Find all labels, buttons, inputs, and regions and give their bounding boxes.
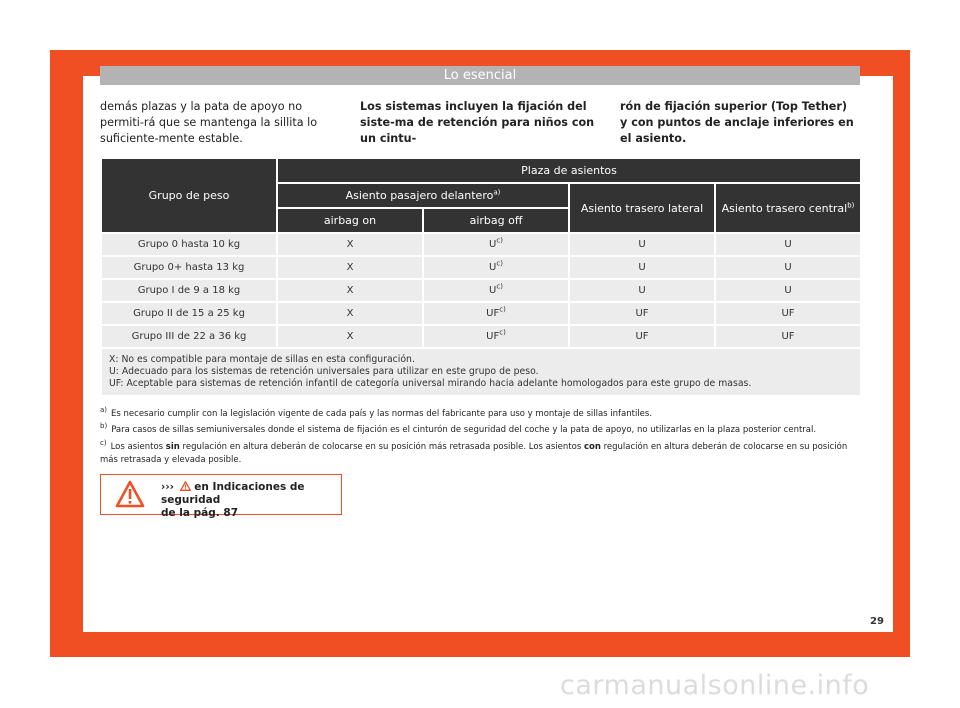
- legend-note: X: No es compatible para montaje de sillas en esta configuración.: [109, 354, 415, 365]
- warning-triangle-icon: [115, 480, 145, 508]
- seat-position-header: Plaza de asientos: [277, 158, 861, 183]
- table-row: [101, 256, 861, 279]
- rear-lateral-cell: U: [569, 279, 715, 302]
- airbag-on-cell: X: [277, 325, 423, 348]
- small-warning-icon: [180, 481, 191, 491]
- intro-column-2: Los sistemas incluyen la fijación del siste-ma de retención para niños con un cintu-: [360, 100, 595, 145]
- table-row: [101, 279, 861, 302]
- airbag-off-cell: $U^{c)}$: [423, 256, 569, 279]
- intro-column-1: demás plazas y la pata de apoyo no permiti-rá que se mantenga la sillita lo suficiente-mente estable.: [100, 100, 318, 145]
- rear-central-cell: U: [715, 279, 861, 302]
- airbag-off-header: airbag off: [423, 208, 569, 233]
- airbag-on-cell: X: [277, 256, 423, 279]
- rear-central-header: Asiento trasero central$^{b)}$: [715, 183, 861, 233]
- legend-note: U: Adecuado para los sistemas de retención universales para utilizar en este grupo de peso.: [109, 366, 539, 377]
- rear-lateral-cell: UF: [569, 302, 715, 325]
- rear-central-cell: U: [715, 256, 861, 279]
- airbag-on-header: airbag on: [277, 208, 423, 233]
- safety-reference-box: [100, 474, 342, 519]
- group-cell: Grupo III de 22 a 36 kg: [101, 325, 277, 348]
- footnote-b: $^{b)}$ Para casos de sillas semiuniversales donde el sistema de fijación es el cinturón de seguridad del coche y la pata de apoyo, no utilizarlas en la plaza posterior central.: [100, 422, 817, 435]
- footnote-c: $^{c)}$ Los asientos sin regulación en altura deberán de colocarse en su posición más retrasada posible. Los asientos con regulación en altura deberán de colocarse en su posición más retrasada y elevada posible.: [100, 439, 848, 465]
- table-row: [101, 325, 861, 348]
- footnote-a: $^{a)}$ Es necesario cumplir con la legislación vigente de cada país y las normas del fabricante para uso y montaje de sillas infantiles.: [100, 406, 653, 419]
- airbag-off-cell: $U^{c)}$: [423, 233, 569, 256]
- rear-lateral-cell: UF: [569, 325, 715, 348]
- section-header: Lo esencial: [100, 66, 860, 85]
- rear-lateral-header: Asiento trasero lateral: [569, 183, 715, 233]
- rear-central-cell: U: [715, 233, 861, 256]
- airbag-off-cell: UF$^{c)}$: [423, 302, 569, 325]
- rear-central-cell: UF: [715, 302, 861, 325]
- group-cell: Grupo 0+ hasta 13 kg: [101, 256, 277, 279]
- group-cell: Grupo I de 9 a 18 kg: [101, 279, 277, 302]
- front-passenger-header: Asiento pasajero delantero$^{a)}$: [277, 183, 569, 208]
- legend-notes: [101, 348, 861, 396]
- group-cell: Grupo 0 hasta 10 kg: [101, 233, 277, 256]
- airbag-on-cell: X: [277, 233, 423, 256]
- rear-lateral-cell: U: [569, 233, 715, 256]
- airbag-off-cell: $U^{c)}$: [423, 279, 569, 302]
- weight-group-header: Grupo de peso: [101, 158, 277, 233]
- legend-note: UF: Aceptable para sistemas de retención infantil de categoría universal mirando hacia adelante homologados para este grupo de masas.: [109, 378, 752, 389]
- arrows-icon: ›››: [161, 481, 174, 493]
- group-cell: Grupo II de 15 a 25 kg: [101, 302, 277, 325]
- table-row: [101, 233, 861, 256]
- safety-reference-link[interactable]: ››› en Indicaciones de seguridad de la pág. 87: [161, 481, 305, 519]
- intro-column-3: rón de fijación superior (Top Tether) y con puntos de anclaje inferiores en el asiento.: [620, 100, 854, 145]
- airbag-on-cell: X: [277, 279, 423, 302]
- rear-central-cell: UF: [715, 325, 861, 348]
- child-seat-table: [100, 157, 862, 397]
- table-row: [101, 302, 861, 325]
- page-number: 29: [870, 616, 884, 627]
- legend-row: [101, 348, 861, 396]
- airbag-off-cell: UF$^{c)}$: [423, 325, 569, 348]
- rear-lateral-cell: U: [569, 256, 715, 279]
- watermark: carmanualsonline.info: [560, 670, 870, 701]
- airbag-on-cell: X: [277, 302, 423, 325]
